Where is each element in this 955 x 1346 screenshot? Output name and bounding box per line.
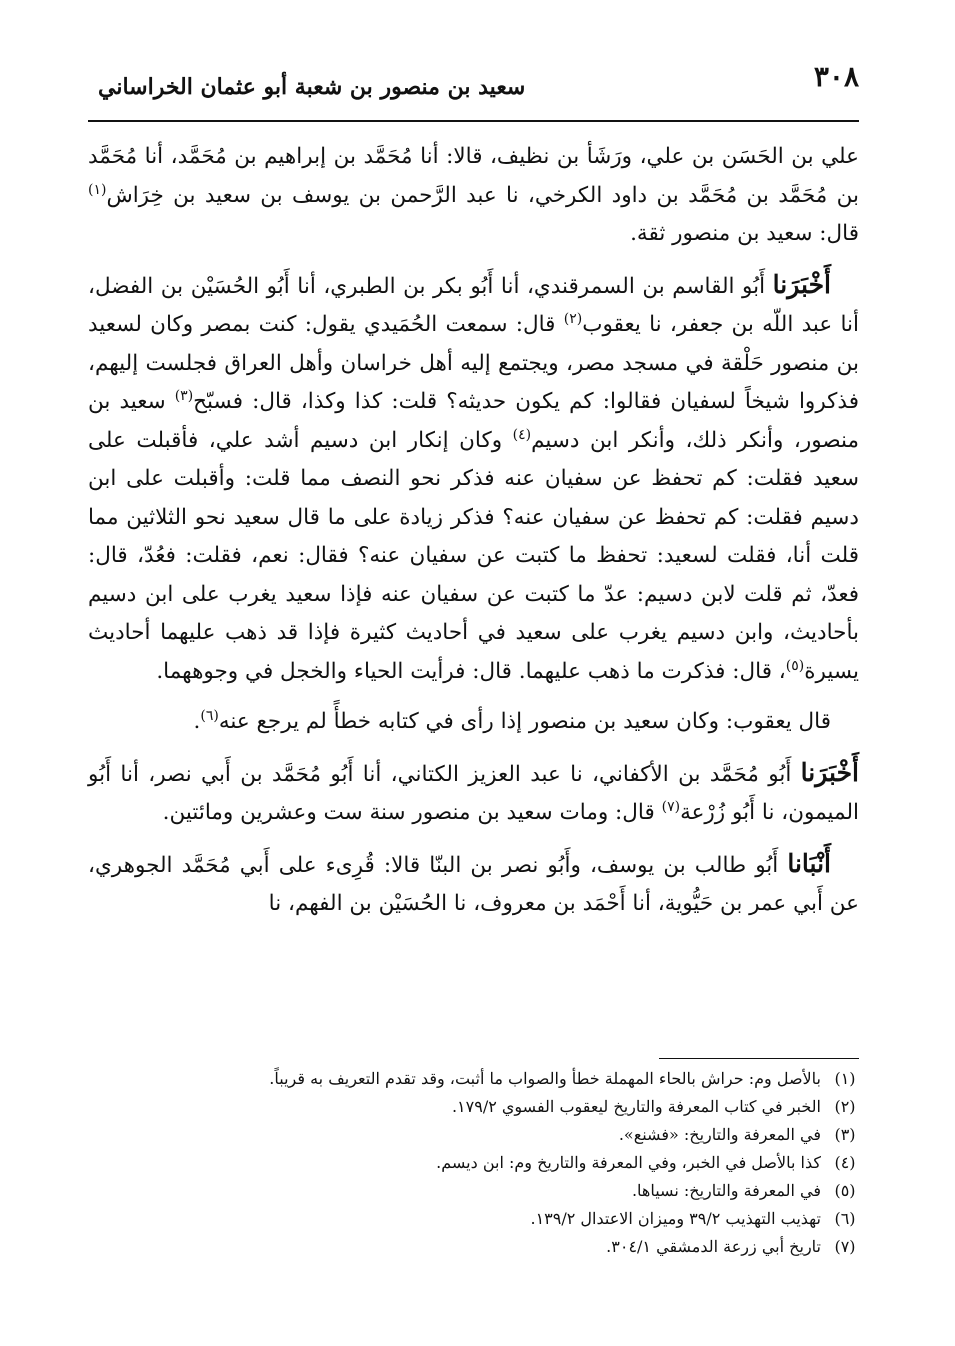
paragraph-lead-word: أَخْبَرَنا	[800, 757, 859, 787]
footnote-number: (٧)	[834, 1237, 856, 1256]
paragraph-text: وكان إنكار ابن دسيم أشد علي، فأقبلت على سعيد فقلت: كم تحفظ عن سفيان عنه فذكر نحو النصف مما قلت: وأقبلت على ابن دسيم فقلت: كم تحفظ عن سفيان عنه؟ فذكر زيادة على ما قال سعيد نحو الثلاثين مما قلت أنا، فقلت لسعيد: تحفظ ما كتبت عن سفيان عنه؟ فقال: نعم، فقلت: فعُدّ، قال: فعدّ، ثم قلت لابن دسيم: عدّ ما كتبت عن سفيان عنه فإذا سعيد يغرب على ابن دسيم بأحاديث، وابن دسيم يغرب على سعيد في أحاديث كثيرة فإذا قد ذهب عليهما أحاديث يسيرة	[88, 427, 859, 684]
footnote-ref: (٦)	[200, 707, 219, 724]
main-text	[88, 138, 859, 936]
footnote-number: (٤)	[834, 1153, 856, 1172]
footnote-ref: (٢)	[563, 310, 583, 327]
footnote-text: في المعرفة والتاريخ: نسياها.	[631, 1181, 821, 1200]
page-header	[88, 52, 859, 122]
paragraph-text: سعيد بن منصور، وأنكر ذلك، وأنكر ابن دسيم	[88, 389, 859, 453]
paragraph-text: .	[193, 709, 201, 734]
running-title: سعيد بن منصور بن شعبة أبو عثمان الخراساني	[98, 74, 526, 100]
footnote-item	[88, 1093, 859, 1121]
footnote-number: (٢)	[834, 1097, 856, 1116]
page-number: ٣٠٨	[813, 60, 859, 93]
footnote-text: تاريخ أبي زرعة الدمشقي ٣٠٤/١.	[606, 1237, 821, 1256]
footnote-number: (٣)	[834, 1125, 856, 1144]
footnote-text: بالأصل وم: حراش بالحاء المهملة خطأ والصواب ما أثبت، وقد تقدم التعريف به قريباً.	[269, 1069, 821, 1088]
footnote-text: تهذيب التهذيب ٣٩/٢ وميزان الاعتدال ١٣٩/٢.	[530, 1209, 821, 1228]
paragraph-text: قال: ومات سعيد بن منصور سنة ست وعشرين ومائتين.	[162, 800, 655, 825]
paragraph	[88, 754, 859, 833]
paragraph-text: أَبُو مُحَمَّد بن الأكفاني، نا عبد العزيز الكتاني، أنا أَبُو مُحَمَّد بن أَبي نصر، أنا أَبُو الميمون، نا أَبُو زُرْعة	[88, 761, 859, 825]
footnote-item	[88, 1121, 859, 1149]
footnote-ref: (٥)	[785, 657, 805, 674]
paragraph-text: قال: سعيد بن منصور ثقة.	[630, 221, 859, 246]
footnote-number: (٥)	[834, 1181, 856, 1200]
paragraph	[88, 703, 859, 742]
footnote-text: كذا بالأصل في الخبر، وفي المعرفة والتاريخ وم: ابن ديسم.	[436, 1153, 821, 1172]
footnote-text: في المعرفة والتاريخ: «فشنع».	[618, 1125, 821, 1144]
footnote-rule	[659, 1058, 859, 1059]
footnote-item	[88, 1177, 859, 1205]
footnotes	[88, 1058, 859, 1261]
paragraph-text: علي بن الحَسَن بن علي، ورَشَأ بن نظيف، قالا: أنا مُحَمَّد بن إبراهيم بن مُحَمَّد، أنا مُحَمَّد بن مُحَمَّد بن مُحَمَّد بن داود الكرخي، نا عبد الرَّحمن بن يوسف بن سعيد بن خِرَاش	[88, 144, 859, 208]
paragraph-text: أَبُو طالب بن يوسف، وأَبُو نصر بن البنّا قالا: قُرِىء على أَبي مُحَمَّد الجوهري، عن أَبي عمر بن حَيُّوية، أنا أَحْمَد بن معروف، نا الحُسَيْن بن الفهم، نا	[88, 852, 859, 916]
header-rule	[88, 120, 859, 122]
footnote-number: (١)	[834, 1069, 856, 1088]
footnote-item	[88, 1065, 859, 1093]
paragraph	[88, 266, 859, 692]
footnote-item	[88, 1205, 859, 1233]
footnote-item	[88, 1233, 859, 1261]
paragraph-lead-word: أَنْبَانا	[787, 848, 831, 878]
footnote-ref: (٤)	[512, 426, 532, 443]
paragraph-text: قال يعقوب: وكان سعيد بن منصور إذا رأى في كتابه خطأً لم يرجع عنه	[218, 709, 831, 734]
footnote-text: الخبر في كتاب المعرفة والتاريخ ليعقوب الفسوي ١٧٩/٢.	[451, 1097, 821, 1116]
footnote-item	[88, 1149, 859, 1177]
paragraph	[88, 138, 859, 254]
footnote-ref: (٧)	[661, 798, 681, 815]
paragraph-text: قال: سمعت الحُمَيدي يقول: كنت بمصر وكان لسعيد بن منصور حَلْقة في مسجد مصر، ويجتمع إليه أهل خراسان وأهل العراق فجلست إليهم، فذكروا شيخاً لسفيان فقالوا: كم يكون حديثه؟ قلت: كذا وكذا، قال: فسبّح	[88, 312, 859, 414]
paragraph-text: ، قال: فذكرت ما ذهب عليهما. قال: فرأيت الحياء والخجل في وجوههما.	[156, 658, 786, 684]
footnote-ref: (٣)	[174, 387, 194, 404]
footnote-number: (٦)	[834, 1209, 856, 1228]
footnote-ref: (١)	[88, 181, 107, 198]
paragraph-lead-word: أَخْبَرَنا	[772, 269, 831, 299]
paragraph-text: أَبُو القاسم بن السمرقندي، أنا أَبُو بكر بن الطبري، أنا أَبُو الحُسَيْن بن الفضل، أنا عبد اللّه بن جعفر، نا يعقوب	[88, 273, 859, 337]
paragraph	[88, 845, 859, 924]
